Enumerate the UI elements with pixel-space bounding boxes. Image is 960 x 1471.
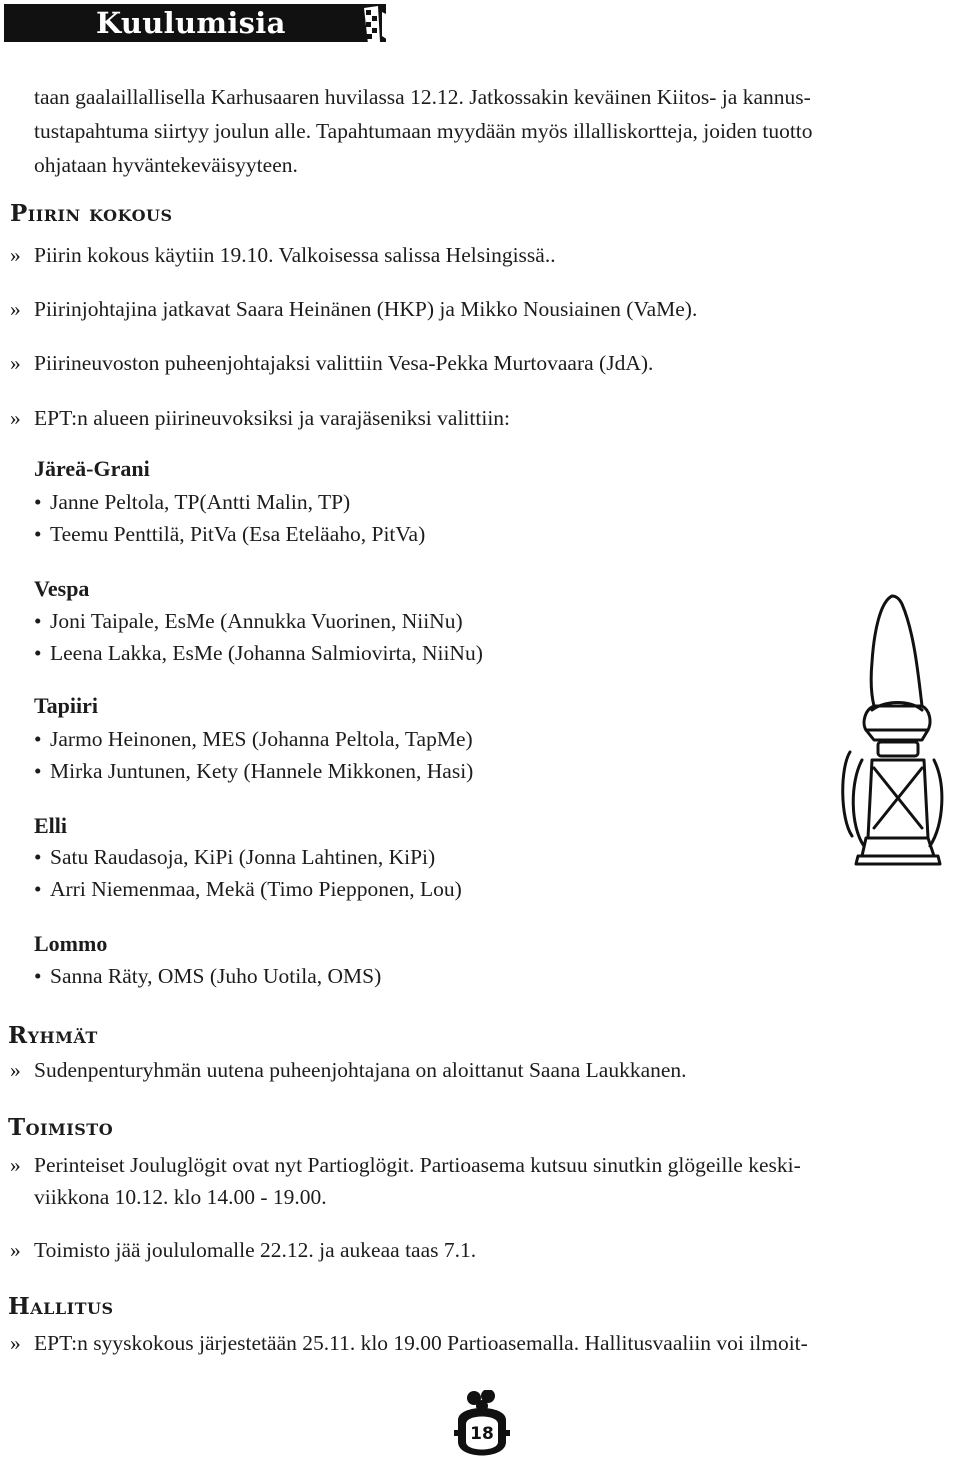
bullet-marker: » bbox=[10, 351, 21, 375]
toimisto-item: Toimisto jää joululomalle 22.12. ja aukeaa taas 7.1. bbox=[34, 1238, 477, 1262]
ryhmat-item: Sudenpenturyhmän uutena puheenjohtajana on aloittanut Saana Laukkanen. bbox=[34, 1058, 687, 1082]
section-header-bar bbox=[4, 4, 386, 42]
heading-piirin-kokous: Piirin kokous bbox=[10, 200, 173, 227]
piiri-item: Piirineuvoston puheenjohtajaksi valittiin Vesa-Pekka Murtovaara (JdA). bbox=[34, 351, 654, 375]
bullet-marker: » bbox=[10, 406, 21, 430]
heading-ryhmat: Ryhmät bbox=[8, 1022, 98, 1049]
toimisto-item-line-1: Perinteiset Jouluglögit ovat nyt Partioglögit. Partioasema kutsuu sinutkin glögeille keski- bbox=[34, 1153, 801, 1177]
group-member: • Joni Taipale, EsMe (Annukka Vuorinen, NiiNu) bbox=[34, 609, 463, 633]
checkered-flag-icon bbox=[360, 6, 394, 44]
piiri-item: Piirin kokous käytiin 19.10. Valkoisessa salissa Helsingissä.. bbox=[34, 243, 556, 267]
intro-line-2: tustapahtuma siirtyy joulun alle. Tapahtumaan myydään myös illalliskortteja, joiden tuotto bbox=[34, 119, 813, 143]
bullet-marker: » bbox=[10, 1058, 21, 1082]
group-member: • Janne Peltola, TP(Antti Malin, TP) bbox=[34, 490, 351, 514]
bullet-marker: » bbox=[10, 1331, 21, 1355]
toimisto-item-line-2: viikkona 10.12. klo 14.00 - 19.00. bbox=[34, 1185, 327, 1209]
group-heading: Vespa bbox=[34, 576, 90, 601]
lantern-illustration bbox=[836, 592, 946, 872]
group-member: • Mirka Juntunen, Kety (Hannele Mikkonen, Hasi) bbox=[34, 759, 474, 783]
bullet-marker: » bbox=[10, 1153, 21, 1177]
piiri-item: Piirinjohtajina jatkavat Saara Heinänen (HKP) ja Mikko Nousiainen (VaMe). bbox=[34, 297, 698, 321]
heading-hallitus: Hallitus bbox=[8, 1293, 114, 1320]
group-member: • Leena Lakka, EsMe (Johanna Salmiovirta, NiiNu) bbox=[34, 641, 483, 665]
bullet-marker: » bbox=[10, 243, 21, 267]
bullet-marker: » bbox=[10, 297, 21, 321]
group-member: • Teemu Penttilä, PitVa (Esa Eteläaho, PitVa) bbox=[34, 522, 426, 546]
group-heading: Lommo bbox=[34, 931, 108, 956]
group-heading: Järeä-Grani bbox=[34, 456, 150, 481]
group-member: • Satu Raudasoja, KiPi (Jonna Lahtinen, KiPi) bbox=[34, 845, 436, 869]
group-heading: Tapiiri bbox=[34, 693, 98, 718]
hallitus-item-line-1: EPT:n syyskokous järjestetään 25.11. klo 19.00 Partioasemalla. Hallitusvaaliin voi ilmoit- bbox=[34, 1331, 808, 1355]
intro-line-1: taan gaalaillallisella Karhusaaren huvilassa 12.12. Jatkossakin keväinen Kiitos- ja kannus- bbox=[34, 85, 811, 109]
heading-toimisto: Toimisto bbox=[8, 1114, 114, 1141]
group-heading: Elli bbox=[34, 813, 68, 838]
bullet-marker: » bbox=[10, 1238, 21, 1262]
piiri-item: EPT:n alueen piirineuvoksiksi ja varajäseniksi valittiin: bbox=[34, 406, 511, 430]
page-number: 18 bbox=[470, 1424, 494, 1444]
intro-line-3: ohjataan hyväntekeväisyyteen. bbox=[34, 153, 298, 177]
section-title: Kuulumisia bbox=[96, 6, 286, 40]
group-member: • Arri Niemenmaa, Mekä (Timo Piepponen, Lou) bbox=[34, 877, 462, 901]
group-member: • Sanna Räty, OMS (Juho Uotila, OMS) bbox=[34, 964, 382, 988]
group-member: • Jarmo Heinonen, MES (Johanna Peltola, TapMe) bbox=[34, 727, 473, 751]
